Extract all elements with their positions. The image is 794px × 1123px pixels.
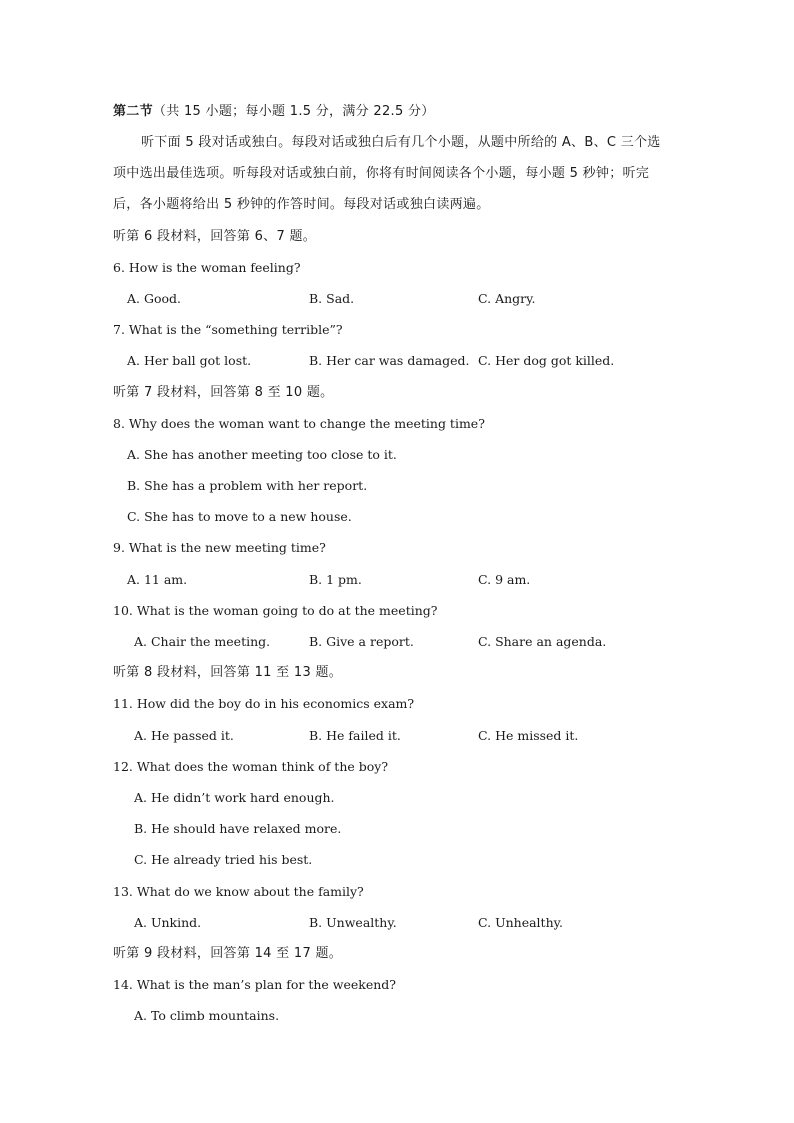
instruction-line-2: 项中选出最佳选项。听每段对话或独白前，你将有时间阅读各个小题，每小题 5 秒钟；听完 bbox=[113, 166, 650, 181]
group-heading-8: 听第 8 段材料，回答第 11 至 13 题。 bbox=[113, 665, 343, 680]
question-13-option-b: B. Unwealthy. bbox=[309, 915, 397, 930]
question-7-option-b: B. Her car was damaged. bbox=[309, 353, 470, 368]
question-14-option-a: A. To climb mountains. bbox=[134, 1008, 280, 1023]
question-7-option-c: C. Her dog got killed. bbox=[478, 353, 615, 368]
question-13-option-c: C. Unhealthy. bbox=[478, 915, 563, 930]
question-12-option-c: C. He already tried his best. bbox=[134, 852, 313, 867]
question-10-option-b: B. Give a report. bbox=[309, 634, 414, 649]
question-13-option-a: A. Unkind. bbox=[134, 915, 202, 930]
instruction-line-1: 听下面 5 段对话或独白。每段对话或独白后有几个小题，从题中所给的 A、B、C 三个选 bbox=[141, 135, 661, 150]
question-6-stem: 6. How is the woman feeling? bbox=[113, 260, 301, 275]
question-12-option-a: A. He didn’t work hard enough. bbox=[134, 790, 335, 805]
question-6-option-b: B. Sad. bbox=[309, 291, 355, 306]
instruction-line-3: 后，各小题将给出 5 秒钟的作答时间。每段对话或独白读两遍。 bbox=[113, 197, 490, 212]
question-8-option-b: B. She has a problem with her report. bbox=[127, 478, 368, 493]
question-10-option-a: A. Chair the meeting. bbox=[134, 634, 271, 649]
question-7-option-a: A. Her ball got lost. bbox=[127, 353, 252, 368]
question-9-option-a: A. 11 am. bbox=[127, 572, 188, 587]
question-8-option-c: C. She has to move to a new house. bbox=[127, 509, 352, 524]
group-heading-7: 听第 7 段材料，回答第 8 至 10 题。 bbox=[113, 385, 334, 400]
question-8-stem: 8. Why does the woman want to change the meeting time? bbox=[113, 416, 485, 431]
question-12-stem: 12. What does the woman think of the boy? bbox=[113, 759, 389, 774]
question-9-option-c: C. 9 am. bbox=[478, 572, 531, 587]
question-10-option-c: C. Share an agenda. bbox=[478, 634, 607, 649]
question-6-option-c: C. Angry. bbox=[478, 291, 536, 306]
section-title: 第二节 bbox=[113, 104, 153, 119]
question-9-stem: 9. What is the new meeting time? bbox=[113, 540, 326, 555]
question-11-option-a: A. He passed it. bbox=[134, 728, 234, 743]
question-14-stem: 14. What is the man’s plan for the weekend? bbox=[113, 977, 396, 992]
group-heading-6: 听第 6 段材料，回答第 6、7 题。 bbox=[113, 229, 317, 244]
question-10-stem: 10. What is the woman going to do at the meeting? bbox=[113, 603, 438, 618]
question-11-stem: 11. How did the boy do in his economics exam? bbox=[113, 696, 415, 711]
group-heading-9: 听第 9 段材料，回答第 14 至 17 题。 bbox=[113, 946, 343, 961]
question-11-option-b: B. He failed it. bbox=[309, 728, 401, 743]
question-9-option-b: B. 1 pm. bbox=[309, 572, 362, 587]
question-6-option-a: A. Good. bbox=[127, 291, 181, 306]
question-11-option-c: C. He missed it. bbox=[478, 728, 579, 743]
question-8-option-a: A. She has another meeting too close to it. bbox=[127, 447, 397, 462]
question-12-option-b: B. He should have relaxed more. bbox=[134, 821, 342, 836]
section-heading bbox=[113, 104, 435, 120]
question-13-stem: 13. What do we know about the family? bbox=[113, 884, 364, 899]
question-7-stem: 7. What is the “something terrible”? bbox=[113, 322, 343, 337]
section-scoring: （共 15 小题；每小题 1.5 分，满分 22.5 分） bbox=[152, 104, 435, 119]
